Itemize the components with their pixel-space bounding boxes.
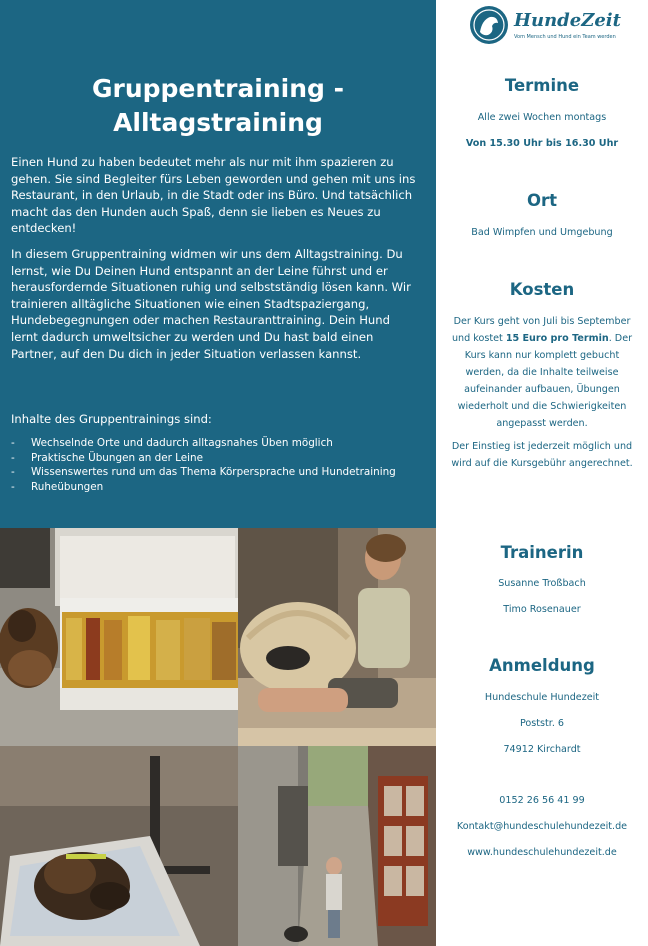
logo-tagline: Vom Mensch und Hund ein Team werden [514, 34, 616, 40]
list-item: - Wechselnde Orte und dadurch alltagsnahes Üben möglich [11, 436, 411, 451]
ort-heading: Ort [526, 191, 558, 210]
list-item: - Ruheübungen [11, 480, 411, 495]
photo-collage [0, 528, 436, 946]
photo-dog-shop [0, 528, 238, 746]
list-item: - Wissenswertes rund um das Thema Körpersprache und Hundetraining [11, 465, 411, 480]
trainerin-heading: Trainerin [500, 543, 584, 562]
description-paragraph: In diesem Gruppentraining widmen wir uns dem Alltagstraining. Du lernst, wie Du Deinen Hund entspannt an der Leine führst und er herausfordernde Situationen ruhig und selbstständig lösen kann. Wir trainieren alltägliche Situationen wie einen Stadtspaziergang, Hundebegegnungen oder machen Restauranttraining. Dein Hund lernt dadurch umweltsicher zu werden und Du hast bald einen Partner, auf den Du dich in jeder Situation verlassen kannst. [11, 247, 411, 361]
website-link[interactable]: www.hundeschulehundezeit.de [467, 847, 617, 858]
school-street: Poststr. 6 [519, 718, 565, 729]
kosten-paragraph-2: Der Einstieg ist jederzeit möglich und wird auf die Kursgebühr angerechnet. [451, 441, 633, 469]
termine-line-2: Von 15.30 Uhr bis 16.30 Uhr [465, 138, 619, 149]
anmeldung-heading: Anmeldung [489, 656, 595, 675]
page-title [0, 72, 436, 140]
list-item: - Praktische Übungen an der Leine [11, 451, 411, 466]
hundezeit-logo [468, 4, 621, 48]
kosten-paragraph-1 [446, 313, 638, 432]
kosten-text: . Der Kurs kann nur komplett gebucht werden, da die Inhalte teilweise aufeinander aufbauen, Übungen wiederholt und die Schwierigkeiten angepasst werden. [457, 333, 633, 429]
phone-number[interactable]: 0152 26 56 41 99 [499, 795, 585, 806]
photo-dog-blanket [0, 746, 238, 946]
dog-logo-icon [470, 6, 508, 44]
email-link[interactable]: Kontakt@hundeschulehundezeit.de [456, 821, 628, 832]
list-heading: Inhalte des Gruppentrainings sind: [11, 412, 212, 426]
intro-paragraph: Einen Hund zu haben bedeutet mehr als nur mit ihm spazieren zu gehen. Sie sind Begleiter fürs Leben geworden und gehen mit uns ins Restaurant, in den Urlaub, in die Stadt oder ins Büro. Und tatsächlich macht das den Hunden auch Spaß, denn sie lieben es Neues zu entdecken! [11, 155, 416, 236]
title-line-1: Gruppentraining - [91, 74, 345, 103]
logo-name: HundeZeit [514, 10, 621, 31]
content-list [11, 436, 411, 494]
school-name: Hundeschule Hundezeit [484, 692, 600, 703]
title-line-2: Alltagstraining [113, 108, 323, 137]
photo-woman-chair [238, 528, 436, 746]
info-panel [0, 0, 436, 528]
school-city: 74912 Kirchardt [503, 744, 581, 755]
ort-line-1: Bad Wimpfen und Umgebung [471, 227, 613, 238]
right-column [436, 0, 648, 946]
kosten-heading: Kosten [509, 280, 575, 299]
termine-heading: Termine [504, 76, 580, 95]
trainer-name-2: Timo Rosenauer [503, 604, 581, 615]
termine-line-1: Alle zwei Wochen montags [477, 112, 607, 123]
kosten-text: Der Kurs geht von Juli bis September und kostet [451, 316, 631, 344]
kosten-price: 15 Euro pro Termin [505, 333, 609, 344]
trainer-name-1: Susanne Troßbach [498, 578, 586, 589]
photo-alley-walk [238, 746, 436, 946]
